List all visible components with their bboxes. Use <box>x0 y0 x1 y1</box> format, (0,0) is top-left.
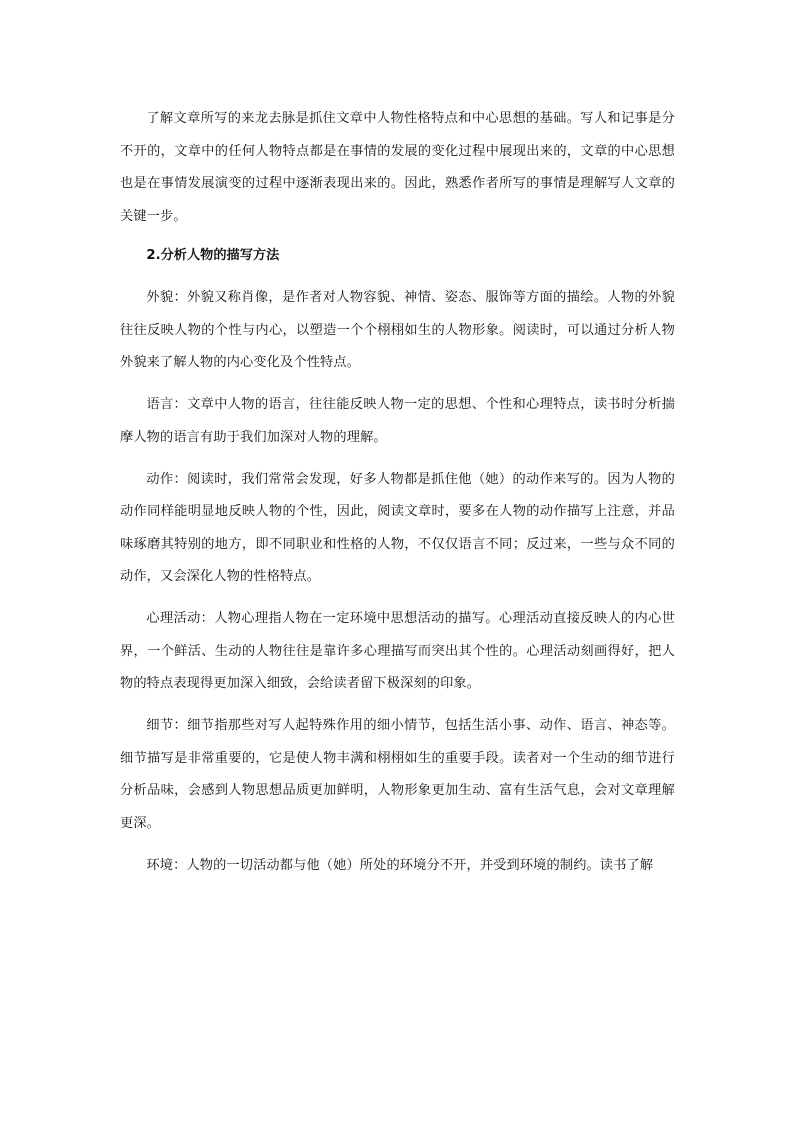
paragraph-environment: 环境：人物的一切活动都与他（她）所处的环境分不开，并受到环境的制约。读书了解 <box>146 857 654 873</box>
paragraph-appearance: 外貌：外貌又称肖像，是作者对人物容貌、神情、姿态、服饰等方面的描绘。人物的外貌往往反映人物的个性与内心，以塑造一个个栩栩如生的人物形象。阅读时，可以通过分析人物外貌来了解人物的内心变化及个性特点。 <box>120 290 675 370</box>
intro-paragraph: 了解文章所写的来龙去脉是抓住文章中人物性格特点和中心思想的基础。写人和记事是分不开的，文章中的任何人物特点都是在事情的发展的变化过程中展现出来的，文章的中心思想也是在事情发展演变的过程中逐渐表现出来的。因此，熟悉作者所写的事情是理解写人文章的关键一步。 <box>120 111 675 224</box>
paragraph-psychology: 心理活动：人物心理指人物在一定环境中思想活动的描写。心理活动直接反映人的内心世界，一个鲜活、生动的人物往往是靠许多心理描写而突出其个性的。心理活动刻画得好，把人物的特点表现得更加深入细致，会给读者留下极深刻的印象。 <box>120 611 675 691</box>
paragraph-action: 动作：阅读时，我们常常会发现，好多人物都是抓住他（她）的动作来写的。因为人物的动作同样能明显地反映人物的个性，因此，阅读文章时，要多在人物的动作描写上注意，并品味琢磨其特别的地方，即不同职业和性格的人物，不仅仅语言不同；反过来，一些与众不同的动作，又会深化人物的性格特点。 <box>120 471 675 584</box>
paragraph-detail: 细节：细节指那些对写人起特殊作用的细小情节，包括生活小事、动作、语言、神态等。细节描写是非常重要的，它是使人物丰满和栩栩如生的重要手段。读者对一个生动的细节进行分析品味，会感到人物思想品质更加鲜明，人物形象更加生动、富有生活气息，会对文章理解更深。 <box>120 718 675 831</box>
document-page <box>120 103 675 892</box>
section-heading: 2.分析人物的描写方法 <box>146 248 280 263</box>
paragraph-language: 语言：文章中人物的语言，往往能反映人物一定的思想、个性和心理特点，读书时分析揣摩人物的语言有助于我们加深对人物的理解。 <box>120 397 675 445</box>
